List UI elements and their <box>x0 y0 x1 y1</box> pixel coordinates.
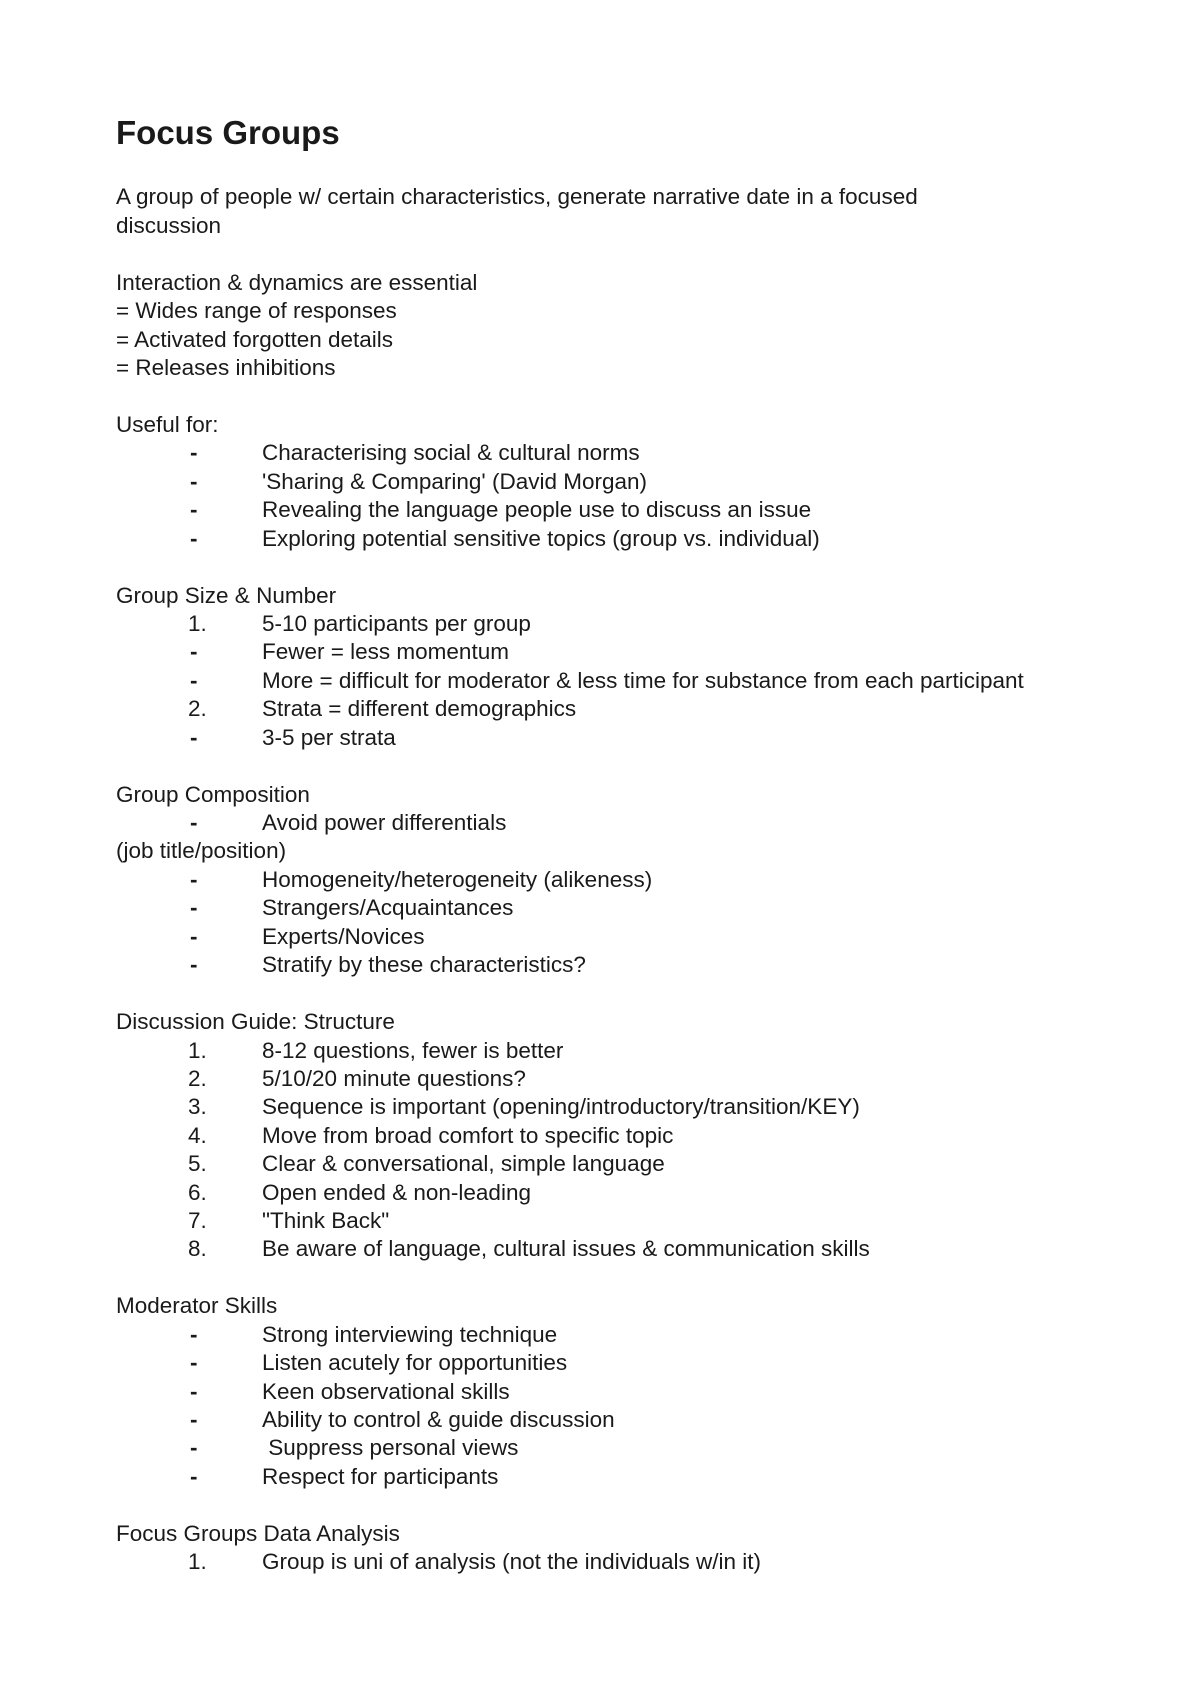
bullet-item <box>116 951 1176 979</box>
item-text: Revealing the language people use to discuss an issue <box>262 497 812 523</box>
number-marker: 2. <box>188 696 207 722</box>
section-heading: Discussion Guide: Structure <box>116 1009 395 1035</box>
intro-paragraph: A group of people w/ certain characteristics, generate narrative date in a focused discussion <box>116 184 918 238</box>
sections-container <box>116 269 1176 1577</box>
numbered-item <box>116 1235 1176 1263</box>
item-text: 5/10/20 minute questions? <box>262 1065 526 1091</box>
item-text: "Think Back" <box>262 1207 390 1233</box>
bullet-item <box>116 1406 1176 1434</box>
bullet-marker: - <box>190 1350 198 1376</box>
section-heading: Focus Groups Data Analysis <box>116 1520 400 1546</box>
numbered-item <box>116 1037 1176 1065</box>
bullet-marker: - <box>190 525 198 551</box>
plain-line: = Releases inhibitions <box>116 355 336 380</box>
section-heading: Group Size & Number <box>116 582 337 608</box>
item-text: Move from broad comfort to specific topic <box>262 1122 674 1148</box>
number-marker: 8. <box>188 1236 207 1262</box>
bullet-item <box>116 496 1176 524</box>
bullet-item <box>116 724 1176 752</box>
numbered-item <box>116 1093 1176 1121</box>
number-marker: 5. <box>188 1151 207 1177</box>
bullet-item <box>116 1321 1176 1349</box>
item-text: 3-5 per strata <box>262 724 396 750</box>
bullet-marker: - <box>190 923 198 949</box>
item-text: Strata = different demographics <box>262 696 577 722</box>
bullet-item <box>116 667 1176 695</box>
section <box>116 269 1176 383</box>
numbered-item <box>116 1548 1176 1576</box>
bullet-marker: - <box>190 895 198 921</box>
number-marker: 1. <box>188 1549 207 1575</box>
item-text: Listen acutely for opportunities <box>262 1350 568 1376</box>
bullet-item <box>116 1349 1176 1377</box>
numbered-item <box>116 1065 1176 1093</box>
section-heading: Interaction & dynamics are essential <box>116 269 478 295</box>
section <box>116 1520 1176 1577</box>
section <box>116 582 1176 752</box>
item-text: Exploring potential sensitive topics (group vs. individual) <box>262 525 820 551</box>
section-heading: Useful for: <box>116 412 219 437</box>
item-text: Keen observational skills <box>262 1378 510 1404</box>
bullet-marker: - <box>190 810 198 836</box>
item-text: Homogeneity/heterogeneity (alikeness) <box>262 866 653 892</box>
bullet-item <box>116 809 1176 837</box>
number-marker: 6. <box>188 1179 207 1205</box>
item-text: Group is uni of analysis (not the individuals w/in it) <box>262 1549 761 1575</box>
bullet-marker: - <box>190 468 198 494</box>
bullet-item <box>116 1463 1176 1491</box>
number-marker: 1. <box>188 1037 207 1063</box>
bullet-item <box>116 1434 1176 1462</box>
item-text: Stratify by these characteristics? <box>262 952 586 978</box>
item-text: Characterising social & cultural norms <box>262 440 640 466</box>
section <box>116 411 1176 553</box>
bullet-item <box>116 866 1176 894</box>
bullet-marker: - <box>190 1406 198 1432</box>
plain-line: = Wides range of responses <box>116 298 397 324</box>
item-text: Be aware of language, cultural issues & communication skills <box>262 1236 870 1262</box>
bullet-marker: - <box>190 724 198 750</box>
item-text: Strong interviewing technique <box>262 1321 558 1347</box>
bullet-marker: - <box>190 639 198 665</box>
item-text: Respect for participants <box>262 1463 499 1489</box>
item-text: Clear & conversational, simple language <box>262 1151 665 1177</box>
numbered-item <box>116 1122 1176 1150</box>
bullet-item <box>116 923 1176 951</box>
bullet-marker: - <box>190 952 198 978</box>
section-heading: Group Composition <box>116 781 310 807</box>
bullet-item <box>116 894 1176 922</box>
item-text: More = difficult for moderator & less time for substance from each participant <box>262 667 1024 693</box>
number-marker: 4. <box>188 1122 207 1148</box>
item-text: Sequence is important (opening/introductory/transition/KEY) <box>262 1094 860 1120</box>
numbered-item <box>116 695 1176 723</box>
bullet-marker: - <box>190 667 198 693</box>
item-text: Ability to control & guide discussion <box>262 1406 615 1432</box>
bullet-marker: - <box>190 1378 198 1404</box>
bullet-item <box>116 525 1176 553</box>
document-title: Focus Groups <box>116 114 340 151</box>
bullet-item <box>116 1378 1176 1406</box>
item-text: 8-12 questions, fewer is better <box>262 1037 564 1063</box>
bullet-item <box>116 468 1176 496</box>
bullet-marker: - <box>190 1463 198 1489</box>
item-text: Open ended & non-leading <box>262 1179 531 1205</box>
item-text: 5-10 participants per group <box>262 611 531 637</box>
section <box>116 1292 1176 1491</box>
numbered-item <box>116 1179 1176 1207</box>
numbered-item <box>116 1207 1176 1235</box>
item-text: Fewer = less momentum <box>262 639 509 665</box>
bullet-marker: - <box>190 440 198 466</box>
numbered-item <box>116 610 1176 638</box>
section <box>116 1008 1176 1264</box>
number-marker: 1. <box>188 611 207 637</box>
bullet-marker: - <box>190 1435 198 1461</box>
bullet-item <box>116 638 1176 666</box>
number-marker: 2. <box>188 1065 207 1091</box>
document-page <box>116 113 1176 1605</box>
bullet-marker: - <box>190 1321 198 1347</box>
numbered-item <box>116 1150 1176 1178</box>
bullet-marker: - <box>190 866 198 892</box>
section-heading: Moderator Skills <box>116 1293 278 1319</box>
bullet-item <box>116 439 1176 467</box>
item-text: 'Sharing & Comparing' (David Morgan) <box>262 468 648 494</box>
item-text: Suppress personal views <box>262 1435 519 1461</box>
item-text: Strangers/Acquaintances <box>262 895 514 921</box>
section <box>116 781 1176 980</box>
item-text: Avoid power differentials <box>262 810 507 836</box>
item-text: Experts/Novices <box>262 923 425 949</box>
number-marker: 7. <box>188 1207 207 1233</box>
number-marker: 3. <box>188 1094 207 1120</box>
bullet-marker: - <box>190 497 198 523</box>
plain-line: = Activated forgotten details <box>116 326 394 352</box>
plain-line: (job title/position) <box>116 838 287 864</box>
